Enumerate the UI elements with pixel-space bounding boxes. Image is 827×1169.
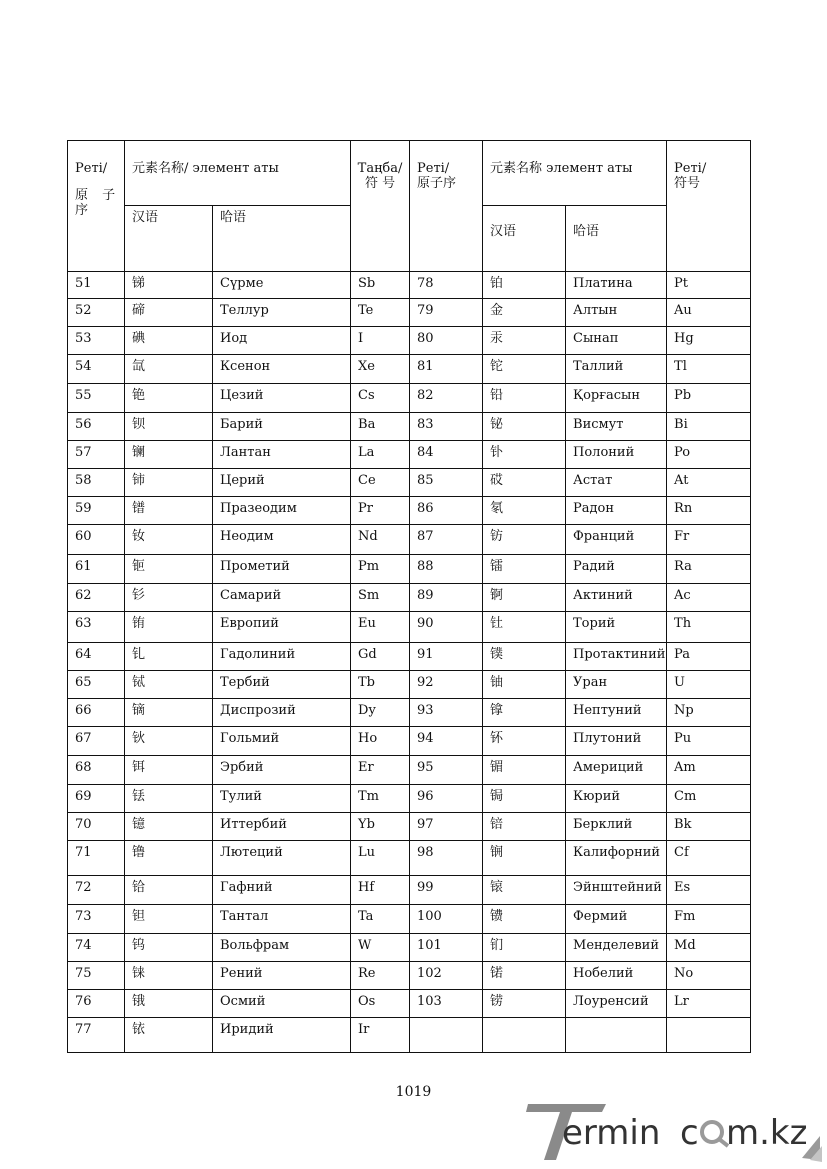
cell-k1: Цезий bbox=[213, 384, 351, 413]
termincom-logo[interactable] bbox=[524, 1100, 824, 1164]
cell-s1: Ba bbox=[351, 413, 410, 441]
cell-c2: 锎 bbox=[483, 841, 566, 876]
cell-n1: 76 bbox=[68, 990, 125, 1018]
cell-s2: Bi bbox=[667, 413, 751, 441]
cell-c2: 钫 bbox=[483, 525, 566, 555]
cell-k2: Плутоний bbox=[566, 727, 667, 756]
cell-n1: 74 bbox=[68, 934, 125, 962]
header-symbol-2-label: Реті/ bbox=[674, 161, 707, 176]
header-atomic-number-cn: 原 子 bbox=[75, 188, 116, 203]
cell-n2: 91 bbox=[410, 643, 483, 671]
table-row bbox=[68, 612, 751, 643]
cell-n2: 93 bbox=[410, 699, 483, 727]
cell-n2: 94 bbox=[410, 727, 483, 756]
table-row bbox=[68, 584, 751, 612]
cell-c1: 铕 bbox=[125, 612, 213, 643]
cell-n1: 53 bbox=[68, 327, 125, 355]
cell-s2: Tl bbox=[667, 355, 751, 384]
cell-c1: 铼 bbox=[125, 962, 213, 990]
header-atomic-number-cn2: 序 bbox=[75, 203, 89, 218]
cell-s1: La bbox=[351, 441, 410, 469]
cell-n1: 73 bbox=[68, 905, 125, 934]
cell-k2: Платина bbox=[566, 272, 667, 299]
cell-c1: 氙 bbox=[125, 355, 213, 384]
cell-k2: Радий bbox=[566, 555, 667, 584]
cell-k2: Сынап bbox=[566, 327, 667, 355]
table-row bbox=[68, 785, 751, 813]
cell-k2: Нобелий bbox=[566, 962, 667, 990]
header-kaz: 哈语 bbox=[213, 206, 351, 272]
cell-k2: Лоуренсий bbox=[566, 990, 667, 1018]
cell-c1: 铥 bbox=[125, 785, 213, 813]
cell-n1: 65 bbox=[68, 671, 125, 699]
table-row bbox=[68, 756, 751, 785]
cell-c1: 钕 bbox=[125, 525, 213, 555]
cell-n1: 72 bbox=[68, 876, 125, 905]
cell-s2: Lr bbox=[667, 990, 751, 1018]
cell-s1: Xe bbox=[351, 355, 410, 384]
cell-n1: 68 bbox=[68, 756, 125, 785]
table-row bbox=[68, 671, 751, 699]
cell-c1: 碘 bbox=[125, 327, 213, 355]
cell-s1: Ta bbox=[351, 905, 410, 934]
cell-n1: 59 bbox=[68, 497, 125, 525]
cell-c1: 钡 bbox=[125, 413, 213, 441]
elements-table bbox=[67, 140, 751, 1053]
cell-s2: Es bbox=[667, 876, 751, 905]
header-atomic-number bbox=[68, 141, 125, 272]
cell-c1: 镝 bbox=[125, 699, 213, 727]
cell-c1: 镱 bbox=[125, 813, 213, 841]
cell-n2: 90 bbox=[410, 612, 483, 643]
cell-s1: Gd bbox=[351, 643, 410, 671]
cell-k2: Эйнштейний bbox=[566, 876, 667, 905]
cell-s1: Eu bbox=[351, 612, 410, 643]
table-row bbox=[68, 469, 751, 497]
cell-s2: Po bbox=[667, 441, 751, 469]
cell-k1: Празеодим bbox=[213, 497, 351, 525]
cell-k1: Осмий bbox=[213, 990, 351, 1018]
cell-s2: Am bbox=[667, 756, 751, 785]
cell-k1: Диспрозий bbox=[213, 699, 351, 727]
cell-c2: 铊 bbox=[483, 355, 566, 384]
cell-c1: 钷 bbox=[125, 555, 213, 584]
cell-k2: Нептуний bbox=[566, 699, 667, 727]
svg-text:c: c bbox=[680, 1113, 699, 1153]
cell-c1: 镧 bbox=[125, 441, 213, 469]
cell-c2: 铅 bbox=[483, 384, 566, 413]
cell-k1: Церий bbox=[213, 469, 351, 497]
cell-s1: W bbox=[351, 934, 410, 962]
cell-n1: 64 bbox=[68, 643, 125, 671]
cell-c1: 钨 bbox=[125, 934, 213, 962]
cell-c2: 铂 bbox=[483, 272, 566, 299]
cell-s2: Ac bbox=[667, 584, 751, 612]
table-row bbox=[68, 699, 751, 727]
cell-c2: 铋 bbox=[483, 413, 566, 441]
cell-s1: Lu bbox=[351, 841, 410, 876]
cell-s2: Md bbox=[667, 934, 751, 962]
cell-n1: 60 bbox=[68, 525, 125, 555]
cell-s1: Ce bbox=[351, 469, 410, 497]
table-row bbox=[68, 555, 751, 584]
header-symbol-2-cn: 符号 bbox=[674, 176, 701, 191]
cell-c2: 锔 bbox=[483, 785, 566, 813]
cell-c2: 钋 bbox=[483, 441, 566, 469]
cell-k1: Лантан bbox=[213, 441, 351, 469]
svg-text:m.kz: m.kz bbox=[726, 1113, 808, 1153]
cell-n1: 61 bbox=[68, 555, 125, 584]
cell-k2: Висмут bbox=[566, 413, 667, 441]
cell-s1: Re bbox=[351, 962, 410, 990]
table-row bbox=[68, 272, 751, 299]
cell-k1: Гадолиний bbox=[213, 643, 351, 671]
cell-s2: Pu bbox=[667, 727, 751, 756]
header-han-2: 汉语 bbox=[483, 206, 566, 272]
svg-text:ermin: ermin bbox=[562, 1113, 661, 1153]
cell-c1: 钽 bbox=[125, 905, 213, 934]
cell-k1: Гольмий bbox=[213, 727, 351, 756]
cell-c2: 铹 bbox=[483, 990, 566, 1018]
cell-c2: 铀 bbox=[483, 671, 566, 699]
cell-n2: 81 bbox=[410, 355, 483, 384]
cell-n1: 54 bbox=[68, 355, 125, 384]
table-row bbox=[68, 497, 751, 525]
cell-n2: 95 bbox=[410, 756, 483, 785]
table-row bbox=[68, 413, 751, 441]
cell-s2: Cf bbox=[667, 841, 751, 876]
cell-c2: 镭 bbox=[483, 555, 566, 584]
termincom-logo-icon bbox=[524, 1100, 824, 1164]
table-row bbox=[68, 934, 751, 962]
cell-k1: Барий bbox=[213, 413, 351, 441]
table-row bbox=[68, 962, 751, 990]
cell-n2: 84 bbox=[410, 441, 483, 469]
table-row bbox=[68, 841, 751, 876]
cell-s1: Nd bbox=[351, 525, 410, 555]
cell-s2: Th bbox=[667, 612, 751, 643]
cell-c2: 氡 bbox=[483, 497, 566, 525]
cell-k1: Вольфрам bbox=[213, 934, 351, 962]
cell-c1: 镨 bbox=[125, 497, 213, 525]
cell-k1: Иод bbox=[213, 327, 351, 355]
cell-k1: Рений bbox=[213, 962, 351, 990]
header-element-name-2: 元素名称 элемент аты bbox=[483, 141, 667, 206]
cell-k1: Иридий bbox=[213, 1018, 351, 1053]
header-kaz-2: 哈语 bbox=[566, 206, 667, 272]
cell-s1: Cs bbox=[351, 384, 410, 413]
cell-k2: Таллий bbox=[566, 355, 667, 384]
cell-c2: 锕 bbox=[483, 584, 566, 612]
cell-s2 bbox=[667, 1018, 751, 1053]
cell-n2: 80 bbox=[410, 327, 483, 355]
cell-k1: Тантал bbox=[213, 905, 351, 934]
cell-k1: Иттербий bbox=[213, 813, 351, 841]
cell-k2: Франций bbox=[566, 525, 667, 555]
cell-s2: Fr bbox=[667, 525, 751, 555]
cell-s2: U bbox=[667, 671, 751, 699]
cell-n1: 63 bbox=[68, 612, 125, 643]
cell-c1: 锇 bbox=[125, 990, 213, 1018]
cell-k2: Америций bbox=[566, 756, 667, 785]
cell-c2: 钔 bbox=[483, 934, 566, 962]
table-row bbox=[68, 727, 751, 756]
cell-c1: 铈 bbox=[125, 469, 213, 497]
cell-n2: 103 bbox=[410, 990, 483, 1018]
cell-s2: Pb bbox=[667, 384, 751, 413]
cell-n1: 70 bbox=[68, 813, 125, 841]
header-atomic-number-2-label: Реті/ bbox=[417, 161, 450, 176]
cell-k1: Самарий bbox=[213, 584, 351, 612]
cell-k1: Прометий bbox=[213, 555, 351, 584]
table-row bbox=[68, 525, 751, 555]
header-element-name: 元素名称/ элемент аты bbox=[125, 141, 351, 206]
header-symbol-label: Таңба/ bbox=[357, 161, 403, 176]
cell-n1: 52 bbox=[68, 299, 125, 327]
cell-c1: 锑 bbox=[125, 272, 213, 299]
cell-n1: 69 bbox=[68, 785, 125, 813]
cell-s2: No bbox=[667, 962, 751, 990]
cell-c2: 钚 bbox=[483, 727, 566, 756]
cell-s2: Np bbox=[667, 699, 751, 727]
cell-n2: 92 bbox=[410, 671, 483, 699]
cell-n2: 102 bbox=[410, 962, 483, 990]
cell-k2: Уран bbox=[566, 671, 667, 699]
cell-k1: Сүрме bbox=[213, 272, 351, 299]
cell-k1: Гафний bbox=[213, 876, 351, 905]
cell-k2: Алтын bbox=[566, 299, 667, 327]
cell-s2: Pt bbox=[667, 272, 751, 299]
cell-s1: Er bbox=[351, 756, 410, 785]
table-row bbox=[68, 441, 751, 469]
cell-s1: Te bbox=[351, 299, 410, 327]
cell-c1: 钆 bbox=[125, 643, 213, 671]
cell-s2: Au bbox=[667, 299, 751, 327]
cell-n2: 87 bbox=[410, 525, 483, 555]
cell-n2: 100 bbox=[410, 905, 483, 934]
cell-n2: 86 bbox=[410, 497, 483, 525]
cell-k2: Торий bbox=[566, 612, 667, 643]
cell-n2: 101 bbox=[410, 934, 483, 962]
cell-s2: At bbox=[667, 469, 751, 497]
cell-n2: 97 bbox=[410, 813, 483, 841]
cell-n1: 66 bbox=[68, 699, 125, 727]
cell-c1: 铒 bbox=[125, 756, 213, 785]
cell-s1: Sb bbox=[351, 272, 410, 299]
cell-s1: Os bbox=[351, 990, 410, 1018]
cell-s1: Tb bbox=[351, 671, 410, 699]
cell-c2: 汞 bbox=[483, 327, 566, 355]
table-row bbox=[68, 299, 751, 327]
cell-k2: Қорғасын bbox=[566, 384, 667, 413]
cell-n2: 79 bbox=[410, 299, 483, 327]
cell-c1: 碲 bbox=[125, 299, 213, 327]
cell-n1: 51 bbox=[68, 272, 125, 299]
cell-c2: 镅 bbox=[483, 756, 566, 785]
cell-c2: 锿 bbox=[483, 876, 566, 905]
cell-c1: 钬 bbox=[125, 727, 213, 756]
table-row bbox=[68, 876, 751, 905]
cell-c1: 铽 bbox=[125, 671, 213, 699]
cell-k1: Тербий bbox=[213, 671, 351, 699]
table-row bbox=[68, 990, 751, 1018]
cell-n1: 58 bbox=[68, 469, 125, 497]
cell-s2: Ra bbox=[667, 555, 751, 584]
cell-c2: 钍 bbox=[483, 612, 566, 643]
cell-k2: Актиний bbox=[566, 584, 667, 612]
cell-n1: 71 bbox=[68, 841, 125, 876]
table-body bbox=[68, 272, 751, 1053]
cell-k1: Неодим bbox=[213, 525, 351, 555]
cell-c2: 镤 bbox=[483, 643, 566, 671]
cell-n1: 55 bbox=[68, 384, 125, 413]
cell-k1: Эрбий bbox=[213, 756, 351, 785]
cell-k2: Полоний bbox=[566, 441, 667, 469]
cell-n2: 99 bbox=[410, 876, 483, 905]
cell-k1: Теллур bbox=[213, 299, 351, 327]
table-row bbox=[68, 905, 751, 934]
cell-n2: 96 bbox=[410, 785, 483, 813]
header-atomic-number-2-cn: 原子序 bbox=[417, 176, 457, 191]
cell-s1: Ir bbox=[351, 1018, 410, 1053]
cell-s2: Rn bbox=[667, 497, 751, 525]
cell-k2: Астат bbox=[566, 469, 667, 497]
cell-n2: 78 bbox=[410, 272, 483, 299]
cell-n2: 88 bbox=[410, 555, 483, 584]
cell-s2: Pa bbox=[667, 643, 751, 671]
table-row bbox=[68, 813, 751, 841]
cell-s1: Dy bbox=[351, 699, 410, 727]
cell-n1: 62 bbox=[68, 584, 125, 612]
header-atomic-number-label: Реті/ bbox=[75, 161, 108, 176]
cell-n1: 57 bbox=[68, 441, 125, 469]
cell-s2: Fm bbox=[667, 905, 751, 934]
cell-s2: Hg bbox=[667, 327, 751, 355]
cell-k2 bbox=[566, 1018, 667, 1053]
table-row bbox=[68, 327, 751, 355]
cell-c1: 铯 bbox=[125, 384, 213, 413]
cell-c2: 镎 bbox=[483, 699, 566, 727]
cell-s1: Ho bbox=[351, 727, 410, 756]
cell-k2: Радон bbox=[566, 497, 667, 525]
cell-n1: 67 bbox=[68, 727, 125, 756]
header-symbol-2 bbox=[667, 141, 751, 272]
cell-n1: 77 bbox=[68, 1018, 125, 1053]
cell-n2: 98 bbox=[410, 841, 483, 876]
cell-c2: 镄 bbox=[483, 905, 566, 934]
cell-k1: Европий bbox=[213, 612, 351, 643]
header-atomic-number-2 bbox=[410, 141, 483, 272]
cell-n2 bbox=[410, 1018, 483, 1053]
cell-c1: 铪 bbox=[125, 876, 213, 905]
cell-n1: 56 bbox=[68, 413, 125, 441]
cell-s1: Hf bbox=[351, 876, 410, 905]
table-row bbox=[68, 643, 751, 671]
cell-k2: Менделевий bbox=[566, 934, 667, 962]
cell-s1: I bbox=[351, 327, 410, 355]
cell-k2: Кюрий bbox=[566, 785, 667, 813]
cell-s1: Pm bbox=[351, 555, 410, 584]
cell-c2: 金 bbox=[483, 299, 566, 327]
cell-n2: 82 bbox=[410, 384, 483, 413]
table-row bbox=[68, 384, 751, 413]
cell-c1: 镥 bbox=[125, 841, 213, 876]
cell-n2: 89 bbox=[410, 584, 483, 612]
cell-c2: 锘 bbox=[483, 962, 566, 990]
header-symbol bbox=[351, 141, 410, 272]
cell-c1: 钐 bbox=[125, 584, 213, 612]
cell-n2: 83 bbox=[410, 413, 483, 441]
cell-k1: Ксенон bbox=[213, 355, 351, 384]
header-han: 汉语 bbox=[125, 206, 213, 272]
cell-s1: Sm bbox=[351, 584, 410, 612]
cell-k2: Фермий bbox=[566, 905, 667, 934]
cell-k1: Лютеций bbox=[213, 841, 351, 876]
page-number: 1019 bbox=[395, 1084, 432, 1100]
cell-s1: Yb bbox=[351, 813, 410, 841]
cell-c2 bbox=[483, 1018, 566, 1053]
cell-k2: Берклий bbox=[566, 813, 667, 841]
cell-k1: Тулий bbox=[213, 785, 351, 813]
cell-s2: Bk bbox=[667, 813, 751, 841]
cell-c2: 砹 bbox=[483, 469, 566, 497]
cell-n1: 75 bbox=[68, 962, 125, 990]
cell-c1: 铱 bbox=[125, 1018, 213, 1053]
table-row bbox=[68, 355, 751, 384]
table-row bbox=[68, 1018, 751, 1053]
cell-k2: Калифорний bbox=[566, 841, 667, 876]
cell-s1: Tm bbox=[351, 785, 410, 813]
cell-c2: 锫 bbox=[483, 813, 566, 841]
cell-n2: 85 bbox=[410, 469, 483, 497]
cell-k2: Протактиний bbox=[566, 643, 667, 671]
header-symbol-cn: 符 号 bbox=[364, 176, 396, 191]
cell-s1: Pr bbox=[351, 497, 410, 525]
cell-s2: Cm bbox=[667, 785, 751, 813]
